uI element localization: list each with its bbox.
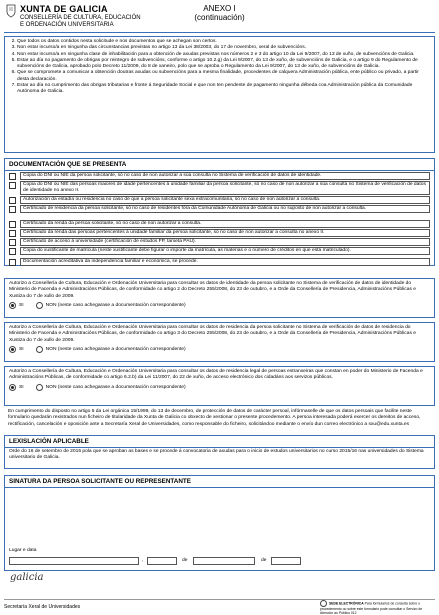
de-separator: de — [182, 558, 188, 563]
annex-title: ANEXO I — [203, 4, 236, 13]
footer-info-title: SEDE ELECTRÓNICA — [329, 601, 364, 606]
org-name: XUNTA DE GALICIA — [20, 4, 108, 14]
dept-line-1: CONSELLERÍA DE CULTURA, EDUCACIÓN — [20, 15, 141, 21]
comma-separator: , — [142, 558, 144, 563]
no-radio[interactable] — [36, 302, 43, 309]
galicia-logo: galicia — [10, 572, 44, 583]
doc-checkbox[interactable] — [9, 197, 16, 204]
doc-label: Certificado de residencia da persoa solicitante, só no caso de residentes fóra da Comunidade Autónoma de Galicia ou no suposto de non autorizar a consulta. — [20, 205, 430, 213]
authorization-text: Autorizo a Consellería de Cultura, Educación e Ordenación Universitaria para consultar os datos de identidade da persoa solicitante no Sistema de verificación de datos de identidade do Ministerio de Facenda e Administracións Públicas, de conformidade co artigo 2 do Decreto 255/2008, do 23 de outubro, e a Orde da Consellería de Presidencia, Administracións Públicas e Xustiza do 7 de xullo de 2009. — [9, 281, 416, 299]
yes-radio[interactable] — [9, 384, 16, 391]
doc-label: Copia do DNI ou NIE da persoa solicitante, só no caso de non autorizar a súa consulta no Sistema de verificación de datos de identidade. — [20, 172, 430, 180]
e-office-icon — [320, 600, 327, 607]
doc-row — [9, 172, 430, 180]
doc-checkbox[interactable] — [9, 173, 16, 180]
section-divider — [5, 170, 434, 171]
doc-row — [9, 229, 430, 237]
declaration-item: 2. Que todos os datos contidos nesta solicitude e nos documentos que se achegan son certos. — [17, 39, 431, 45]
declarations-box — [4, 36, 435, 153]
no-label: NON (neste caso achegarase a documentación correspondente) — [45, 384, 186, 390]
declarations-list — [5, 39, 434, 96]
doc-checkbox[interactable] — [9, 239, 16, 246]
documentation-title: DOCUMENTACIÓN QUE SE PRESENTA — [9, 161, 127, 168]
privacy-notice: En cumprimento do disposto no artigo 5 da Lei orgánica 15/1999, do 13 de decembro, de protección de datos de carácter persoal, infórmaselle de que os datos persoais que facilite neste formulario quedarán rexistrados nun ficheiro de titularidade da Xunta de Galicia co obxecto de xestionar o presente procedemento. A persoa interesada poderá exercer os dereitos de acceso, rectificación, cancelación e oposición ante a Secretaría Xeral de Universidades, como responsable do ficheiro, solicitándoo mediante o envío dun correo electrónico a sxu@edu.xunta.es — [8, 409, 421, 427]
dept-line-2: E ORDENACIÓN UNIVERSITARIA — [20, 22, 114, 28]
yes-radio[interactable] — [9, 302, 16, 309]
documentation-box — [4, 158, 435, 266]
no-radio[interactable] — [36, 384, 43, 391]
signature-title: SINATURA DA PERSOA SOLICITANTE OU REPRESENTANTE — [9, 478, 191, 485]
doc-row — [9, 196, 430, 204]
declaration-item: 3. Non estar incurso/a en ningunha das circunstancias previstas no artigo 13 da Lei 38/2003, do 17 de novembro, xeral de subvencións. — [17, 45, 431, 51]
doc-label: Autorización da estadía ou residencia no caso de que a persoa solicitante sexa extracomunitaria, só no caso de non autorizar a consulta. — [20, 196, 430, 204]
authorization-text: Autorizo a Consellería de Cultura, Educación e Ordenación Universitaria para consultar os datos de residencia legal de persoas estranxeiras que constan en poder do Ministerio de Facenda e Administracións Públicas, de conformidade co artigo 6.2.b) da Lei 11/2007, do 22 de xuño, de acceso electrónico dos cidadáns aos servizos públicos. — [9, 369, 423, 381]
footer-info — [320, 600, 435, 615]
day-field[interactable] — [147, 557, 177, 565]
doc-label: Certificado da renda das persoas pertencentes á unidade familiar da persoa solicitante, só no caso de non autorizar a consulta no anexo II. — [20, 229, 430, 237]
doc-row — [9, 247, 430, 255]
section-divider — [5, 447, 434, 448]
doc-label: Copia do DNI ou NIE das persoas maiores de idade pertencentes á unidade familiar da persoa solicitante, só no caso de non autorizar a súa consulta no Sistema de verificación de datos de identidade no anexo II. — [20, 181, 430, 195]
yes-label: SI — [19, 384, 24, 390]
authorization-options — [5, 382, 434, 393]
authorization-options — [5, 344, 434, 355]
doc-row — [9, 238, 430, 246]
doc-label: Certificado da renda da persoa solicitante, só no caso de non autorizar a consulta. — [20, 220, 430, 228]
doc-checkbox[interactable] — [9, 230, 16, 237]
doc-row — [9, 220, 430, 228]
place-field[interactable] — [9, 557, 139, 565]
yes-radio[interactable] — [9, 346, 16, 353]
no-label: NON (neste caso achegarase a documentación correspondente) — [45, 346, 186, 352]
year-field[interactable] — [271, 557, 301, 565]
de-separator: de — [261, 558, 267, 563]
doc-row — [9, 205, 430, 213]
doc-row — [9, 258, 430, 266]
doc-checkbox[interactable] — [9, 182, 16, 189]
footer-department: Secretaría Xeral de Universidades — [4, 604, 81, 610]
yes-label: SI — [19, 302, 24, 308]
doc-label: Certificado de acceso á universidade (certificación de estudos FP, tarxeta PAU). — [20, 238, 430, 246]
doc-checkbox[interactable] — [9, 259, 16, 266]
doc-label: Copia do xustificante de matrícula (neste xustificante debe figurar o importe da matrícula, as materias e o número de créditos en que está matriculado). — [20, 247, 430, 255]
place-date-label: Lugar e data — [9, 548, 37, 553]
declaration-item: 6. Que se compromete a comunicar a obtención doutras axudas ou subvencións para a mesma finalidade, procedentes de calquera Administración pública, ente público ou privado, a partir desta declaración. — [17, 70, 431, 83]
section-divider — [5, 487, 434, 488]
header-rule — [4, 32, 435, 33]
legislation-title: LEXISLACIÓN APLICABLE — [9, 438, 89, 445]
declaration-item: 5. Estar ao día no pagamento de obrigas por reintegro de subvencións, conforme o artigo 10.2.g) da Lei 9/2007, do 13 de xuño, de subvencións de Galicia, e o artigo 9 do Regulamento de subvencións de Galicia, aprobado polo Decreto 11/2009, do 8 de xaneiro, polo que se aproba o Regulamento da Lei 9/2007, do 13 de xuño, de subvencións de Galicia. — [17, 58, 431, 71]
doc-checkbox[interactable] — [9, 206, 16, 213]
doc-label: Documentación acreditativa da independencia familiar e económica, se procede. — [20, 258, 430, 266]
month-field[interactable] — [193, 557, 255, 565]
footer-info-text: Para formularios de consulta sobre o procedemento ou sobre este formulario pode consultar o Servizo de Atención ao Público 012 — [320, 601, 423, 615]
doc-checkbox[interactable] — [9, 248, 16, 255]
authorization-options — [5, 300, 434, 311]
legislation-text: Orde do 16 de setembro de 2015 pola que se aproban as bases e se procede á convocatoria de axudas para o inicio de estudos universitarios no curso 2015/16 nas universidades do Sistema universitario de Galicia. — [9, 449, 424, 461]
no-label: NON (neste caso achegarase a documentación correspondente) — [45, 302, 186, 308]
doc-checkbox[interactable] — [9, 221, 16, 228]
annex-subtitle: (continuación) — [194, 13, 245, 22]
authorization-foreign-residence-box — [4, 366, 435, 406]
no-radio[interactable] — [36, 346, 43, 353]
authorization-text: Autorizo a Consellería de Cultura, Educación e Ordenación Universitaria para consultar os datos de residencia da persoa solicitante no Sistema de verificación de datos de residencia do Ministerio de Facenda e Administracións Públicas, de conformidade co artigo 3 do Decreto 255/2008, do 23 de outubro, e a Orde da Consellería de Presidencia, Administracións Públicas e Xustiza do 7 de xullo de 2009. — [9, 325, 416, 343]
signature-box — [4, 475, 435, 571]
legislation-box — [4, 435, 435, 469]
declaration-item: 7. Estar ao día no cumprimento das obrigas tributarias e fronte á Seguridade Social e que non ten pendente de pagamento ningunha débeda coa Administración pública da Comunidade Autónoma de Galicia. — [17, 83, 431, 96]
yes-label: SI — [19, 346, 24, 352]
declaration-item: 4. Non estar incurso/a en ningunha clase de inhabilitación para a obtención de axudas previstas nos números 2 e 3 do artigo 10 da Lei 9/2007, do 13 de xuño, de subvencións de Galicia. — [17, 52, 431, 58]
authorization-identity-box — [4, 278, 435, 318]
doc-row — [9, 181, 430, 195]
authorization-residence-box — [4, 322, 435, 362]
